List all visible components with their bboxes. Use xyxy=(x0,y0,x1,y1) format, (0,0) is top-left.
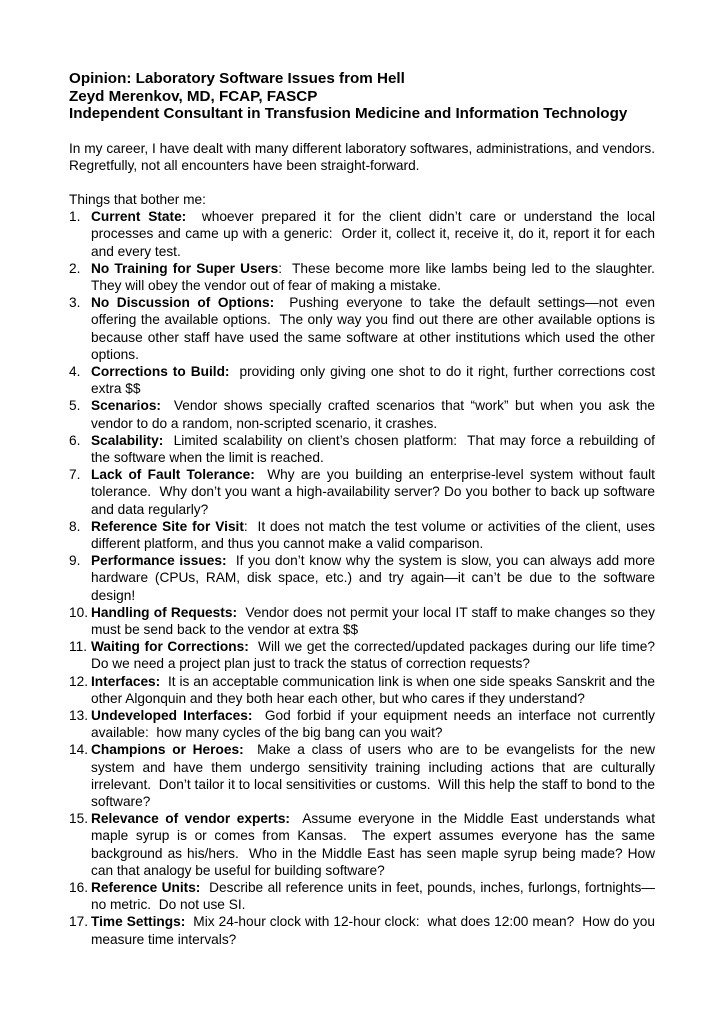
item-text: If you don’t know why the system is slow, you can always add more hardware (CPUs, RAM, disk space, etc.) and try again—it can’t be due to the software design! xyxy=(91,553,659,603)
item-heading: Relevance of vendor experts: xyxy=(91,811,290,827)
item-heading: Waiting for Corrections: xyxy=(91,639,249,655)
item-text: Assume everyone in the Middle East understands what maple syrup is or comes from Kansas. The expert assumes everyone has the same background as his/hers. Who in the Middle East has seen maple syrup being made? How can that analogy be useful for building software? xyxy=(91,811,659,878)
item-text: Mix 24-hour clock with 12-hour clock: what does 12:00 mean? How do you measure time intervals? xyxy=(91,914,659,947)
list-item xyxy=(69,466,659,518)
list-item xyxy=(69,363,659,397)
item-number: 7. xyxy=(69,467,81,483)
item-heading: Reference Units: xyxy=(91,880,201,896)
item-text: Make a class of users who are to be evangelists for the new system and have them undergo sensitivity training including actions that are culturally irrelevant. Don’t tailor it to local sensitivities or customs. Will this help the staff to bond to the software? xyxy=(91,742,659,810)
item-heading: Corrections to Build: xyxy=(91,363,230,379)
item-number: 12. xyxy=(69,673,89,689)
item-number: 11. xyxy=(69,639,88,655)
item-text: Pushing everyone to take the default settings—not even offering the available options. The only way you find out there are other available options is because other staff have used the same software at other institutions which used the other options. xyxy=(91,295,659,362)
list-item xyxy=(69,260,663,294)
item-number: 14. xyxy=(69,742,89,758)
item-number: 16. xyxy=(69,880,89,896)
intro-paragraph: In my career, I have dealt with many different laboratory softwares, administrations, and vendors. Regretfully, not all encounters have been straight-forward. xyxy=(69,140,655,173)
item-text: : It does not match the test volume or activities of the client, uses different platform, and thus you cannot make a valid comparison. xyxy=(91,518,659,551)
list-item xyxy=(69,913,659,947)
list-item xyxy=(69,741,659,810)
item-heading: Scalability: xyxy=(91,432,164,448)
item-number: 15. xyxy=(69,811,89,827)
list-item xyxy=(69,432,659,466)
item-heading: Time Settings: xyxy=(91,914,186,930)
item-number: 17. xyxy=(69,914,89,930)
item-text: Vendor shows specially crafted scenarios that “work” but when you ask the vendor to do a random, non-scripted scenario, it crashes. xyxy=(91,398,659,431)
item-text: Will we get the corrected/updated packages during our life time? Do we need a project plan just to track the status of correction requests? xyxy=(91,639,663,672)
item-heading: No Training for Super Users xyxy=(91,260,279,276)
item-heading: Lack of Fault Tolerance: xyxy=(91,467,255,483)
issues-list xyxy=(69,208,663,948)
affiliation-line: Independent Consultant in Transfusion Medicine and Information Technology xyxy=(69,105,628,122)
item-number: 2. xyxy=(69,260,81,276)
item-text: Describe all reference units in feet, pounds, inches, furlongs, fortnights—no metric. Do not use SI. xyxy=(91,880,655,913)
list-item xyxy=(69,294,659,363)
item-heading: Champions or Heroes: xyxy=(91,742,244,758)
author-line: Zeyd Merenkov, MD, FCAP, FASCP xyxy=(69,87,318,105)
item-number: 13. xyxy=(69,708,89,723)
list-item xyxy=(69,397,659,431)
item-number: 6. xyxy=(69,432,81,448)
item-heading: Reference Site for Visit xyxy=(91,518,244,534)
item-text: Limited scalability on client’s chosen platform: That may force a rebuilding of the software when the limit is reached. xyxy=(91,432,659,465)
item-text: : These become more like lambs being led to the slaughter. They will obey the vendor out of fear of making a mistake. xyxy=(91,260,663,293)
item-heading: No Discussion of Options: xyxy=(91,295,275,311)
item-heading: Scenarios: xyxy=(91,398,161,414)
item-heading: Current State: xyxy=(91,209,187,225)
item-heading: Interfaces: xyxy=(91,673,161,689)
list-item xyxy=(69,810,659,879)
list-item xyxy=(69,552,659,604)
item-number: 5. xyxy=(69,398,81,414)
item-heading: Performance issues: xyxy=(91,553,227,569)
document-page xyxy=(69,70,663,948)
list-item xyxy=(69,518,659,552)
item-heading: Handling of Requests: xyxy=(91,604,238,620)
list-item xyxy=(69,879,655,913)
item-heading: Undeveloped Interfaces: xyxy=(91,708,253,723)
document-title: Opinion: Laboratory Software Issues from Hell xyxy=(69,70,405,87)
item-text: Vendor does not permit your local IT staff to make changes so they must be send back to the vendor at extra $$ xyxy=(91,604,659,637)
list-item xyxy=(69,208,659,260)
item-number: 1. xyxy=(69,209,81,225)
item-number: 3. xyxy=(69,295,81,311)
list-item xyxy=(69,638,663,672)
item-number: 4. xyxy=(69,363,81,379)
item-text: whoever prepared it for the client didn’t care or understand the local processes and came up with a generic: Order it, collect it, receive it, do it, report it for each and every test. xyxy=(91,209,659,259)
list-lead-in: Things that bother me: xyxy=(69,191,206,207)
list-item xyxy=(69,604,659,638)
item-text: providing only giving one shot to do it right, further corrections cost extra $$ xyxy=(91,363,659,397)
list-item xyxy=(69,673,659,707)
item-number: 9. xyxy=(69,553,81,569)
item-number: 10. xyxy=(69,604,89,620)
item-text: Why are you building an enterprise-level system without fault tolerance. Why don’t you want a high-availability server? Do you bother to back up software and data regularly? xyxy=(91,467,659,517)
item-text: God forbid if your equipment needs an interface not currently available: how many cycles of the big bang can you wait? xyxy=(91,708,659,741)
item-text: It is an acceptable communication link is when one side speaks Sanskrit and the other Algonquin and they both hear each other, but who cares if they understand? xyxy=(91,673,659,706)
item-number: 8. xyxy=(69,518,81,534)
list-item xyxy=(69,707,659,741)
